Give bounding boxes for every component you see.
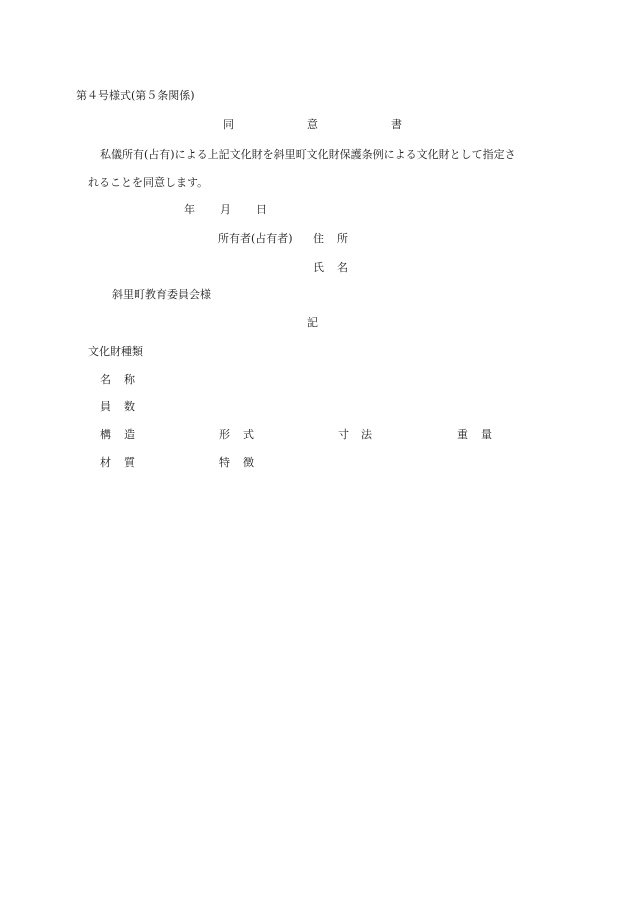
heritage-count-char-1: 員 [100, 400, 111, 413]
owner-address-char-2: 所 [337, 232, 348, 245]
title-char-1: 同 [223, 118, 234, 131]
heritage-category-label: 文化財種類 [88, 345, 143, 358]
form-number: 第４号様式(第５条関係) [76, 89, 195, 102]
heritage-material-char-1: 材 [100, 456, 111, 469]
consent-text-line-1: 私儀所有(占有)による上記文化財を斜里町文化財保護条例による文化財として指定さ [100, 148, 516, 161]
addressee: 斜里町教育委員会様 [112, 288, 211, 301]
heritage-structure-char-2: 造 [124, 428, 135, 441]
heritage-name-char-2: 称 [124, 373, 135, 386]
heritage-structure-char-1: 構 [100, 428, 111, 441]
date-year-label: 年 [184, 203, 195, 216]
heritage-weight-char-2: 量 [481, 428, 492, 441]
consent-text-line-2: れることを同意します。 [88, 176, 209, 189]
date-month-label: 月 [220, 203, 231, 216]
heritage-size-char-1: 寸 [338, 428, 349, 441]
heritage-name-char-1: 名 [100, 373, 111, 386]
heritage-size-char-2: 法 [361, 428, 372, 441]
heritage-form-char-2: 式 [243, 428, 254, 441]
owner-label: 所有者(占有者) [218, 232, 293, 245]
date-day-label: 日 [256, 203, 267, 216]
heritage-weight-char-1: 重 [457, 428, 468, 441]
owner-name-char-2: 名 [337, 261, 348, 274]
heritage-count-char-2: 数 [124, 400, 135, 413]
owner-address-char-1: 住 [313, 232, 324, 245]
title-char-2: 意 [307, 118, 318, 131]
owner-name-char-1: 氏 [313, 261, 324, 274]
heritage-feature-char-2: 徴 [243, 456, 254, 469]
heritage-form-char-1: 形 [219, 428, 230, 441]
ki-label: 記 [307, 316, 318, 329]
title-char-3: 書 [391, 118, 402, 131]
heritage-feature-char-1: 特 [219, 456, 230, 469]
heritage-material-char-2: 質 [124, 456, 135, 469]
